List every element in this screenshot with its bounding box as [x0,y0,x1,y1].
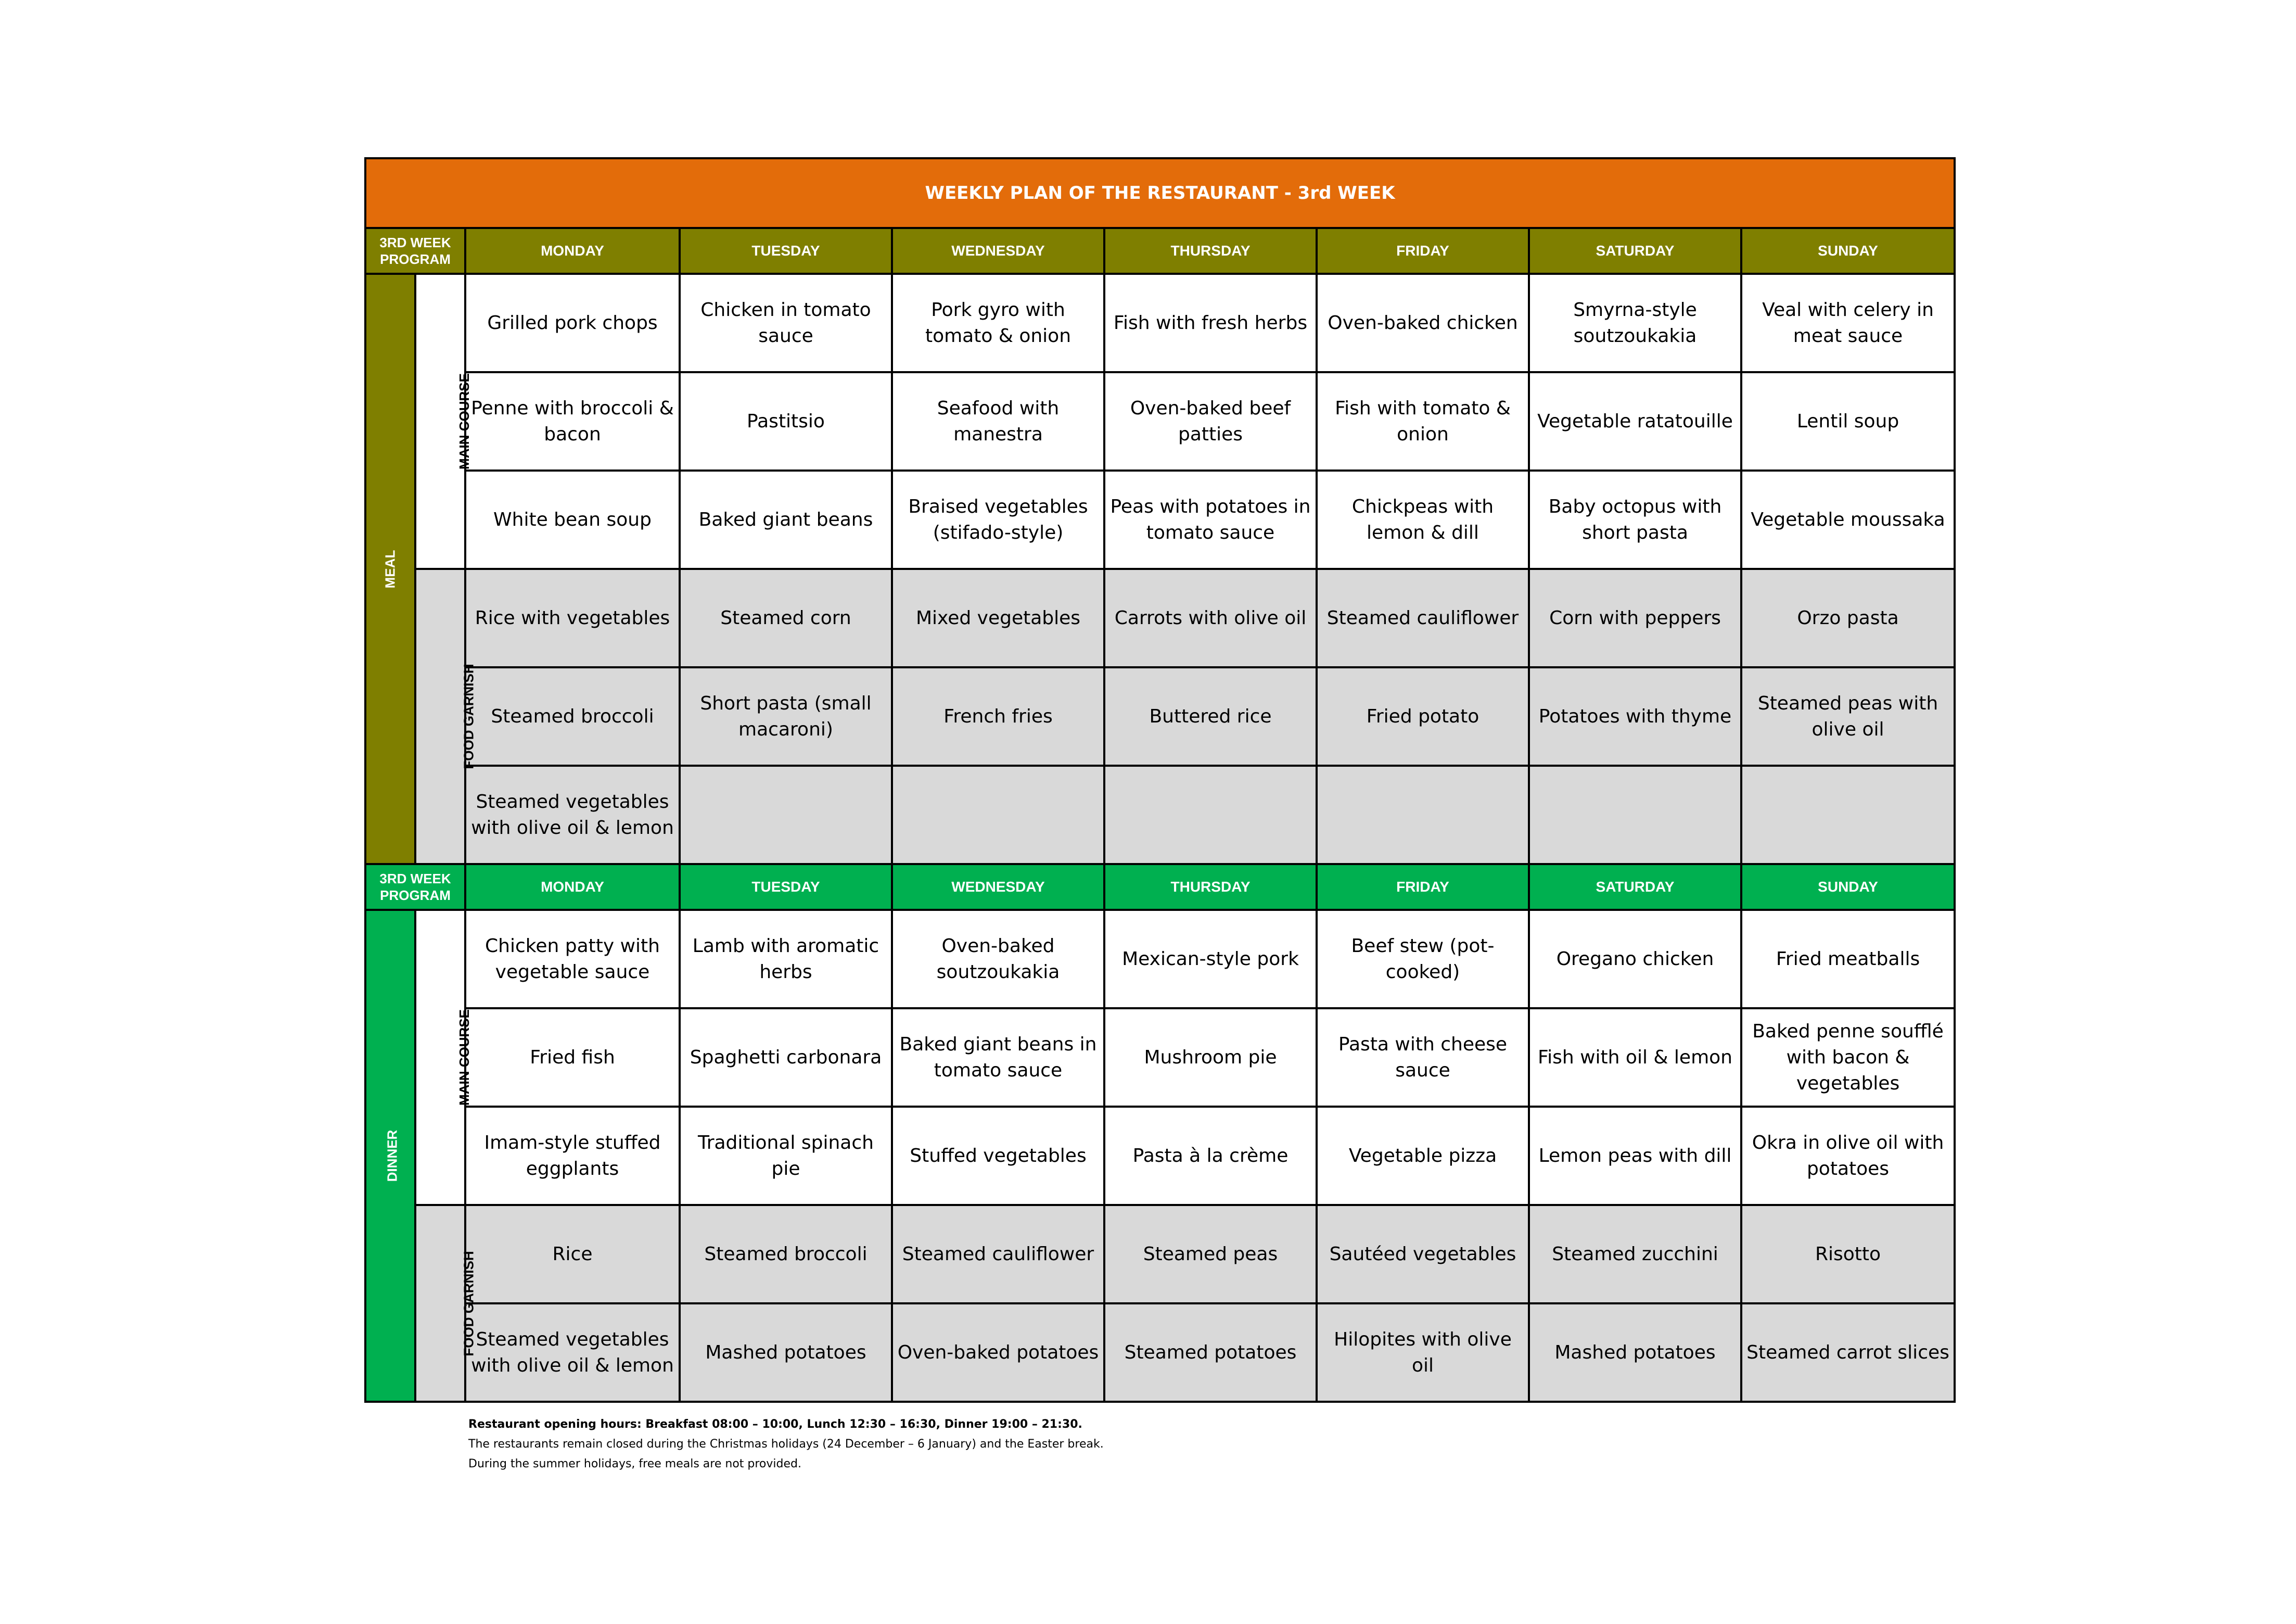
meal-day-wednesday: WEDNESDAY [892,228,1104,274]
page-title: WEEKLY PLAN OF THE RESTAURANT - 3rd WEEK [365,158,1955,228]
menu-cell: Steamed broccoli [465,667,680,766]
menu-cell: Steamed vegetables with olive oil & lemon [465,766,680,864]
menu-cell: Chicken patty with vegetable sauce [465,910,680,1008]
menu-cell [1529,766,1741,864]
menu-cell: Baked penne soufflé with bacon & vegetables [1741,1008,1955,1107]
meal-food-garnish-row [365,569,1955,667]
menu-cell: Mashed potatoes [680,1303,892,1402]
dinner-day-header-row [365,864,1955,910]
menu-cell: Spaghetti carbonara [680,1008,892,1107]
menu-cell: Steamed cauliflower [892,1205,1104,1303]
meal-day-thursday: THURSDAY [1104,228,1317,274]
menu-cell: Oven-baked chicken [1317,274,1529,372]
dinner-day-saturday: SATURDAY [1529,864,1741,910]
menu-cell: Pork gyro with tomato & onion [892,274,1104,372]
dinner-food-garnish-row [365,1205,1955,1303]
menu-cell: Beef stew (pot-cooked) [1317,910,1529,1008]
menu-cell: Baked giant beans in tomato sauce [892,1008,1104,1107]
meal-day-header-row [365,228,1955,274]
dinner-day-sunday: SUNDAY [1741,864,1955,910]
menu-cell: Steamed peas [1104,1205,1317,1303]
dinner-food-garnish-label-text: FOOD GARNISH [461,1250,477,1356]
menu-cell: Mushroom pie [1104,1008,1317,1107]
menu-cell: Buttered rice [1104,667,1317,766]
menu-cell: Mixed vegetables [892,569,1104,667]
menu-cell: Smyrna-style soutzoukakia [1529,274,1741,372]
menu-cell: Fish with fresh herbs [1104,274,1317,372]
meal-day-friday: FRIDAY [1317,228,1529,274]
menu-cell: Lentil soup [1741,372,1955,471]
meal-main-course-label-text: MAIN COURSE [456,373,472,470]
menu-cell: Chickpeas with lemon & dill [1317,471,1529,569]
menu-cell: Fried fish [465,1008,680,1107]
menu-cell: Imam-style stuffed eggplants [465,1107,680,1205]
menu-cell: Risotto [1741,1205,1955,1303]
menu-cell: Orzo pasta [1741,569,1955,667]
menu-cell: Vegetable ratatouille [1529,372,1741,471]
menu-cell: Steamed cauliflower [1317,569,1529,667]
menu-cell: Sautéed vegetables [1317,1205,1529,1303]
menu-cell: Steamed broccoli [680,1205,892,1303]
meal-day-tuesday: TUESDAY [680,228,892,274]
menu-cell: Seafood with manestra [892,372,1104,471]
dinner-main-course-row [365,1008,1955,1107]
dinner-main-course-row [365,910,1955,1008]
dinner-day-tuesday: TUESDAY [680,864,892,910]
menu-cell: Rice with vegetables [465,569,680,667]
dinner-main-course-label-text: MAIN COURSE [456,1009,472,1106]
meal-program-label: 3RD WEEK PROGRAM [365,228,465,274]
menu-table [364,157,1956,1403]
dinner-food-garnish-label [415,1205,477,1402]
menu-cell: Vegetable moussaka [1741,471,1955,569]
summer-note: During the summer holidays, free meals are not provided. [468,1457,801,1470]
menu-cell: Chicken in tomato sauce [680,274,892,372]
dinner-food-garnish-row [365,1303,1955,1402]
menu-cell: Oven-baked beef patties [1104,372,1317,471]
meal-day-monday: MONDAY [465,228,680,274]
meal-main-course-row [365,471,1955,569]
menu-cell: Pastitsio [680,372,892,471]
meal-day-sunday: SUNDAY [1741,228,1955,274]
weekly-menu-sheet [364,157,1954,1403]
menu-cell: Oven-baked soutzoukakia [892,910,1104,1008]
menu-cell: Steamed zucchini [1529,1205,1741,1303]
menu-cell: Baked giant beans [680,471,892,569]
menu-cell: Fried meatballs [1741,910,1955,1008]
meal-food-garnish-row [365,667,1955,766]
menu-cell: Vegetable pizza [1317,1107,1529,1205]
menu-cell [1741,766,1955,864]
dinner-program-label: 3RD WEEK PROGRAM [365,864,465,910]
menu-cell: Traditional spinach pie [680,1107,892,1205]
menu-cell: Veal with celery in meat sauce [1741,274,1955,372]
menu-cell [1317,766,1529,864]
menu-cell: Oven-baked potatoes [892,1303,1104,1402]
menu-cell: Oregano chicken [1529,910,1741,1008]
footer-notes [468,1415,1104,1474]
menu-cell: Steamed peas with olive oil [1741,667,1955,766]
menu-cell: Steamed carrot slices [1741,1303,1955,1402]
menu-cell: Pasta à la crème [1104,1107,1317,1205]
meal-food-garnish-row [365,766,1955,864]
menu-cell: Stuffed vegetables [892,1107,1104,1205]
menu-cell: Grilled pork chops [465,274,680,372]
menu-cell: Mashed potatoes [1529,1303,1741,1402]
menu-cell: French fries [892,667,1104,766]
menu-cell: Rice [465,1205,680,1303]
menu-cell: Baby octopus with short pasta [1529,471,1741,569]
menu-cell: Braised vegetables (stifado-style) [892,471,1104,569]
menu-cell [680,766,892,864]
menu-cell: Steamed corn [680,569,892,667]
menu-cell: Fried potato [1317,667,1529,766]
meal-main-course-label [415,274,472,569]
menu-cell: Lamb with aromatic herbs [680,910,892,1008]
menu-cell: Okra in olive oil with potatoes [1741,1107,1955,1205]
meal-food-garnish-label [415,569,477,864]
meal-main-course-row [365,372,1955,471]
menu-cell: White bean soup [465,471,680,569]
meal-day-saturday: SATURDAY [1529,228,1741,274]
meal-section-label [365,274,415,864]
dinner-main-course-label [415,910,472,1205]
dinner-day-monday: MONDAY [465,864,680,910]
menu-cell [892,766,1104,864]
dinner-section-label [365,910,415,1402]
meal-food-garnish-label-text: FOOD GARNISH [461,664,477,769]
menu-cell: Fish with oil & lemon [1529,1008,1741,1107]
menu-cell: Lemon peas with dill [1529,1107,1741,1205]
menu-cell: Mexican-style pork [1104,910,1317,1008]
menu-cell: Peas with potatoes in tomato sauce [1104,471,1317,569]
dinner-day-thursday: THURSDAY [1104,864,1317,910]
menu-cell: Short pasta (small macaroni) [680,667,892,766]
menu-cell: Corn with peppers [1529,569,1741,667]
menu-cell: Potatoes with thyme [1529,667,1741,766]
meal-label-text: MEAL [382,550,398,588]
menu-cell: Carrots with olive oil [1104,569,1317,667]
menu-cell: Hilopites with olive oil [1317,1303,1529,1402]
menu-cell: Penne with broccoli & bacon [465,372,680,471]
menu-cell: Pasta with cheese sauce [1317,1008,1529,1107]
dinner-main-course-row [365,1107,1955,1205]
closure-note: The restaurants remain closed during the Christmas holidays (24 December – 6 January) and the Easter break. [468,1438,1104,1451]
dinner-label-text: DINNER [384,1130,400,1182]
dinner-day-wednesday: WEDNESDAY [892,864,1104,910]
menu-cell: Steamed potatoes [1104,1303,1317,1402]
dinner-day-friday: FRIDAY [1317,864,1529,910]
menu-cell: Fish with tomato & onion [1317,372,1529,471]
menu-cell: Steamed vegetables with olive oil & lemon [465,1303,680,1402]
opening-hours-note: Restaurant opening hours: Breakfast 08:00 – 10:00, Lunch 12:30 – 16:30, Dinner 19:00 – 21:30. [468,1418,1082,1431]
meal-main-course-row [365,274,1955,372]
menu-cell [1104,766,1317,864]
